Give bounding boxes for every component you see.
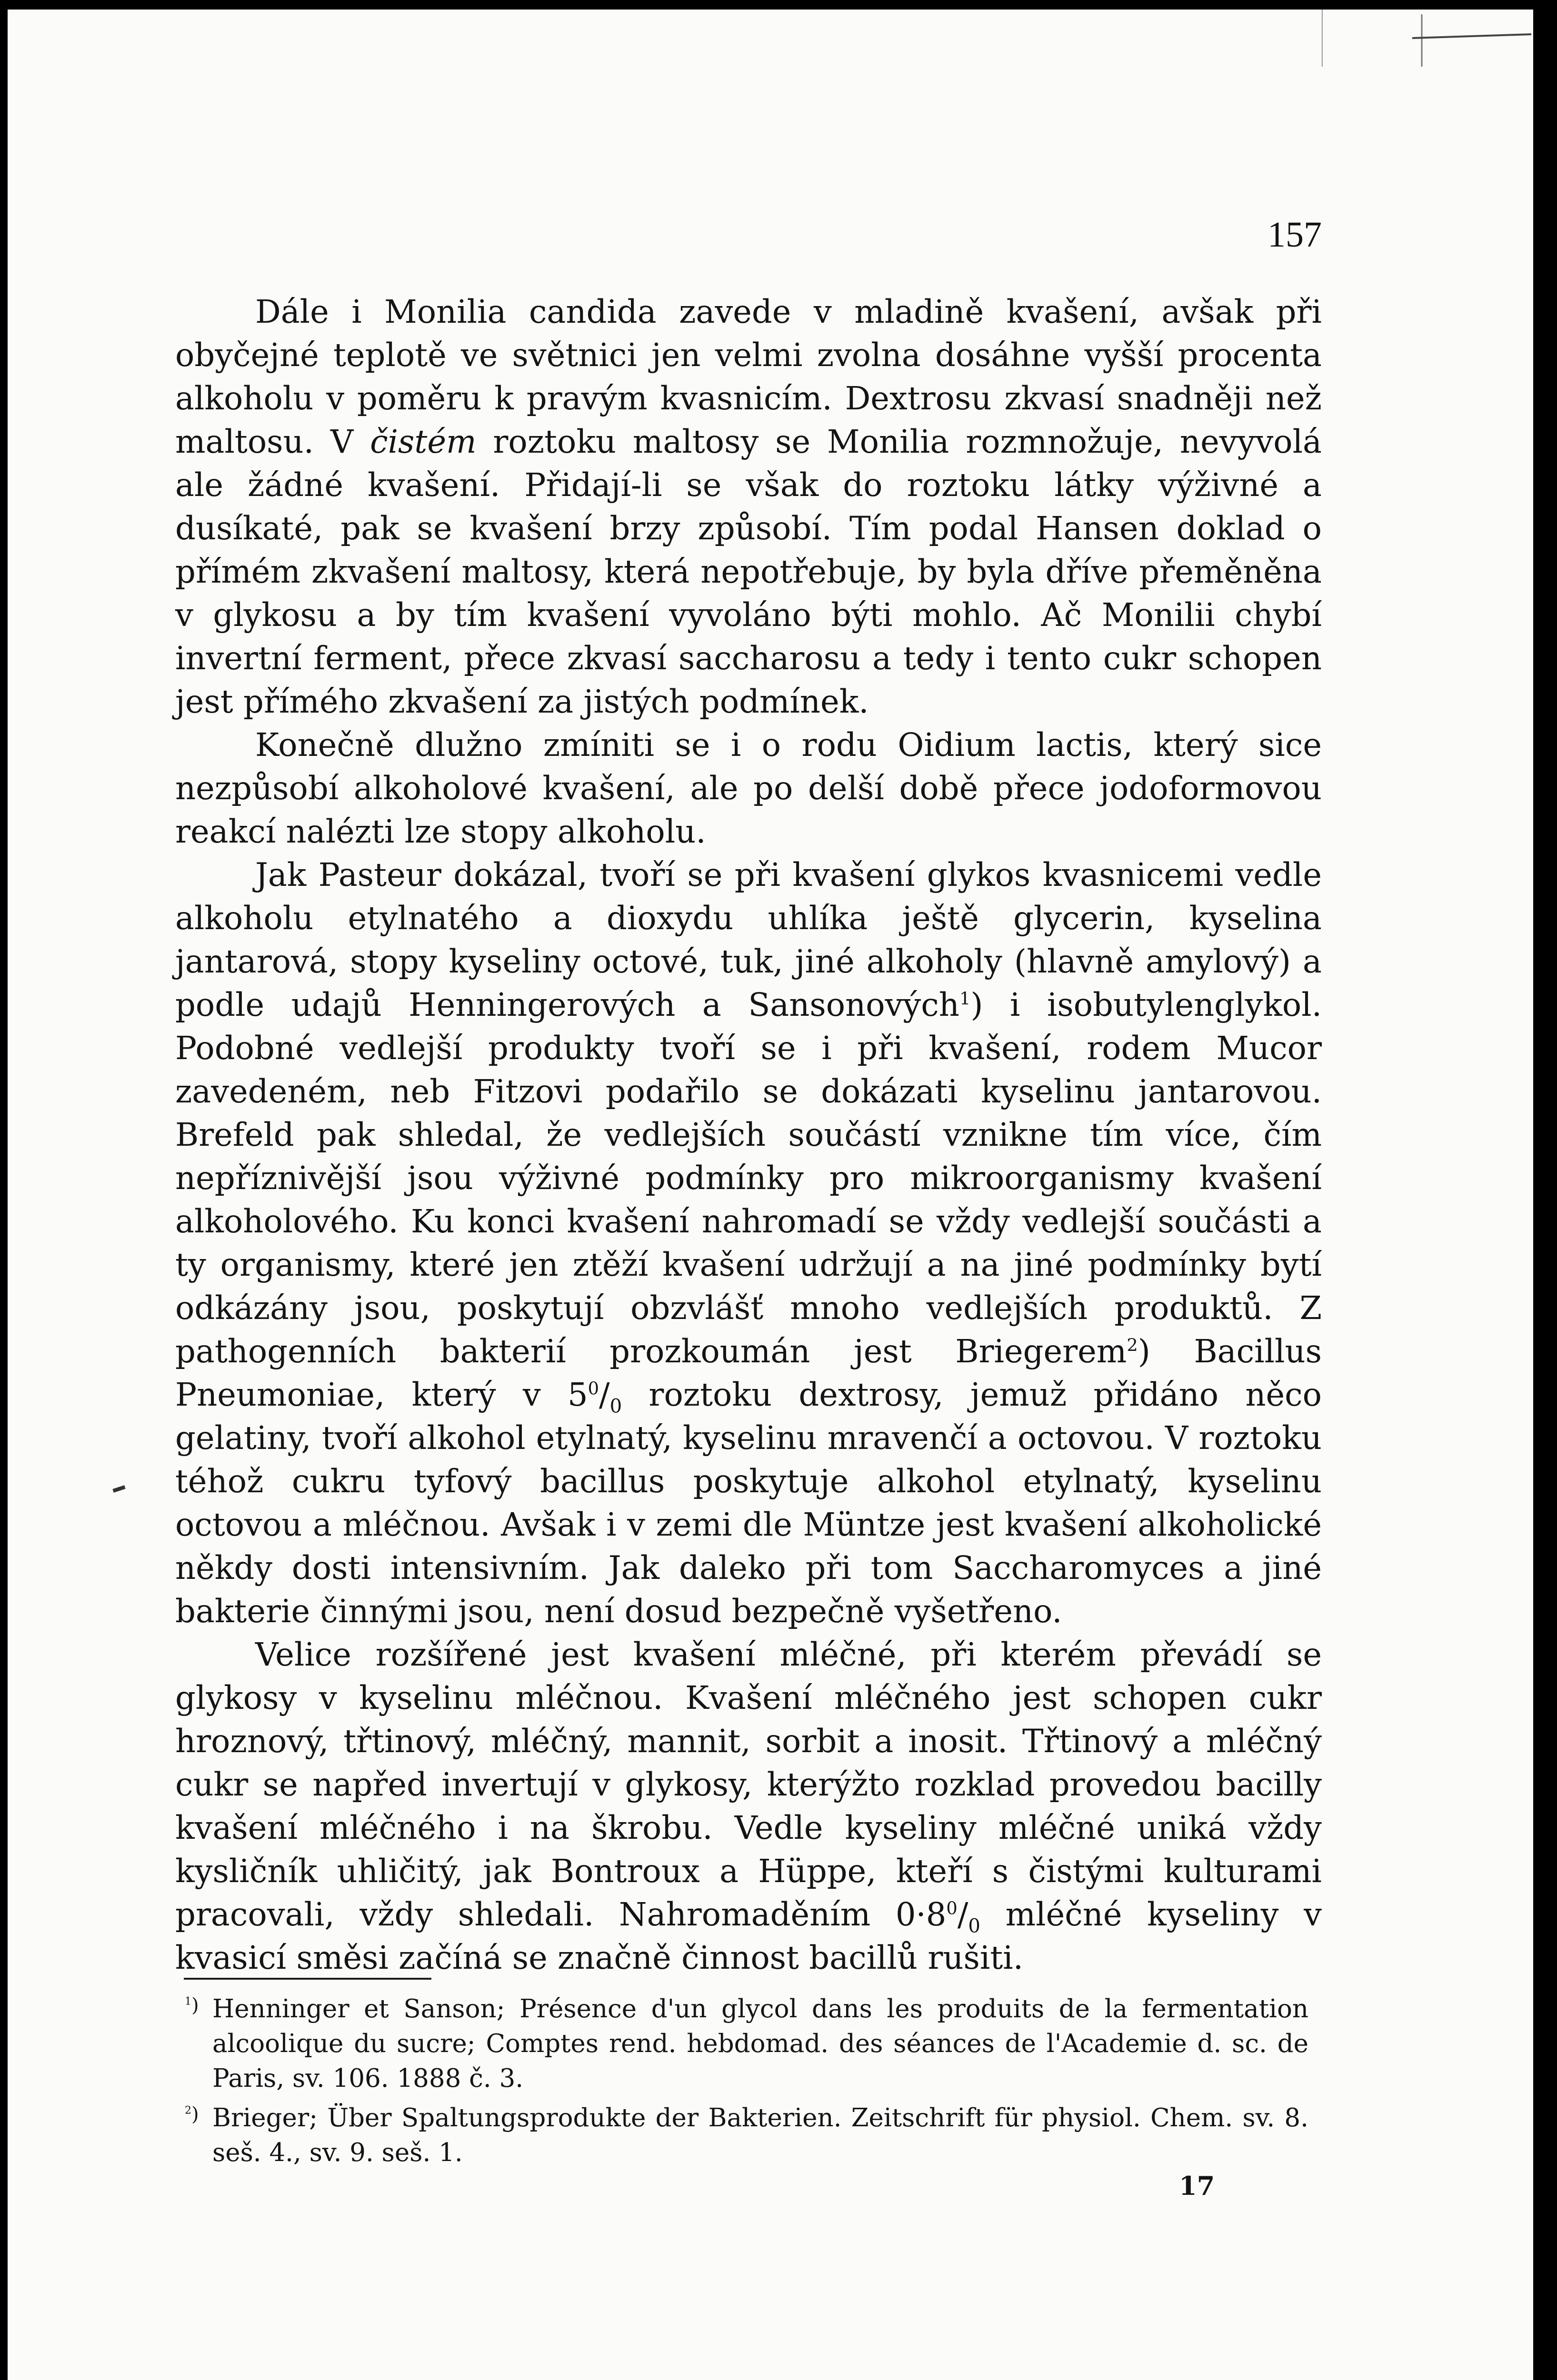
page-number: 157 — [1268, 215, 1322, 255]
body-text — [175, 290, 1322, 1980]
paragraph-2: Konečně dlužno zmíniti se i o rodu Oidium lactis, který sice nezpůsobí alkoholové kvašení, ale po delší době přece jodoformovou reakcí nalézti lze stopy alkoholu. — [175, 726, 1322, 850]
book-page — [8, 10, 1533, 2380]
footnote-rule — [184, 1978, 431, 1980]
paragraph-1: Dále i Monilia candida zavede v mladině kvašení, avšak při obyčejné teplotě ve světnici jen velmi zvolna dosáhne vyšší procenta alkoholu v poměru k pravým kvasnicím. Dextrosu zkvasí snadněji než maltosu. V čistém roztoku maltosy se Monilia rozmnožuje, nevyvolá ale žádné kvašení. Přidají-li se však do roztoku látky výživné a dusíkaté, pak se kvašení brzy způsobí. Tím podal Hansen doklad o přímém zkvašení maltosy, která nepotřebuje, by byla dříve přeměněna v glykosu a by tím kvašení vyvoláno býti mohlo. Ač Monilii chybí invertní ferment, přece zkvasí saccharosu a tedy i tento cukr schopen jest přímého zkvašení za jistých podmínek. — [175, 293, 1322, 720]
footnotes — [185, 1992, 1308, 2175]
scan-corner-mark — [1322, 10, 1531, 67]
margin-mark — [112, 1485, 125, 1493]
printer-signature-number: 17 — [1179, 2171, 1215, 2201]
paragraph-4: Velice rozšířené jest kvašení mléčné, při kterém převádí se glykosy v kyselinu mléčnou. Kvašení mléčného jest schopen cukr hroznový, třtinový, mléčný, mannit, sorbit a inosit. Třtinový a mléčný cukr se napřed invertují v glykosy, kterýžto rozklad provedou bacilly kvašení mléčného i na škrobu. Vedle kyseliny mléčné uniká vždy kysličník uhličitý, jak Bontroux a Hüppe, kteří s čistými kulturami pracovali, vždy shledali. Nahromaděním $0\cdot 8^0/_0$ mléčné kyseliny v kvasicí směsi začíná se značně činnost bacillů rušiti. — [175, 1636, 1322, 1976]
footnote-1 — [185, 1992, 1308, 2096]
footnote-mark: $^1$) — [185, 1994, 199, 2016]
footnote-text: Brieger; Über Spaltungsprodukte der Bakterien. Zeitschrift für physiol. Chem. sv. 8. seš. 4., sv. 9. seš. 1. — [212, 2103, 1308, 2167]
footnote-ref-2: 2 — [1127, 1335, 1138, 1356]
emphasized-word: čistém — [370, 423, 477, 460]
footnote-text: Henninger et Sanson; Présence d'un glycol dans les produits de la fermentation alcoolique du sucre; Comptes rend. hebdomad. des séances de l'Academie d. sc. de Paris, sv. 106. 1888 č. 3. — [212, 1994, 1308, 2093]
footnote-2 — [185, 2101, 1308, 2170]
footnote-ref-1: 1 — [959, 988, 971, 1009]
footnote-mark: $^2$) — [185, 2103, 199, 2125]
paragraph-3: Jak Pasteur dokázal, tvoří se při kvašení glykos kvasnicemi vedle alkoholu etylnatého a dioxydu uhlíka ještě glycerin, kyselina jantarová, stopy kyseliny octové, tuk, jiné alkoholy (hlavně amylový) a podle udajů Henningerových a Sansonových$^1$) i isobutylenglykol. Podobné vedlejší produkty tvoří se i při kvašení, rodem Mucor zavedeném, neb Fitzovi podařilo se dokázati kyselinu jantarovou. Brefeld pak shledal, že vedlejších součástí vznikne tím více, čím nepříznivější jsou výživné podmínky pro mikroorganismy kvašení alkoholového. Ku konci kvašení nahromadí se vždy vedlejší součásti a ty organismy, které jen ztěží kvašení udržují a na jiné podmínky bytí odkázány jsou, poskytují obzvlášť mnoho vedlejších produktů. Z pathogenních bakterií prozkoumán jest Briegerem$^2$) Bacillus Pneumoniae, který v $5^0/_0$ roztoku dextrosy, jemuž přidáno něco gelatiny, tvoří alkohol etylnatý, kyselinu mravenčí a octovou. V roztoku téhož cukru tyfový bacillus poskytuje alkohol etylnatý, kyselinu octovou a mléčnou. Avšak i v zemi dle Müntze jest kvašení alkoholické někdy dosti intensivním. Jak daleko při tom Saccharomyces a jiné bakterie činnými jsou, není dosud bezpečně vyšetřeno. — [175, 856, 1322, 1630]
